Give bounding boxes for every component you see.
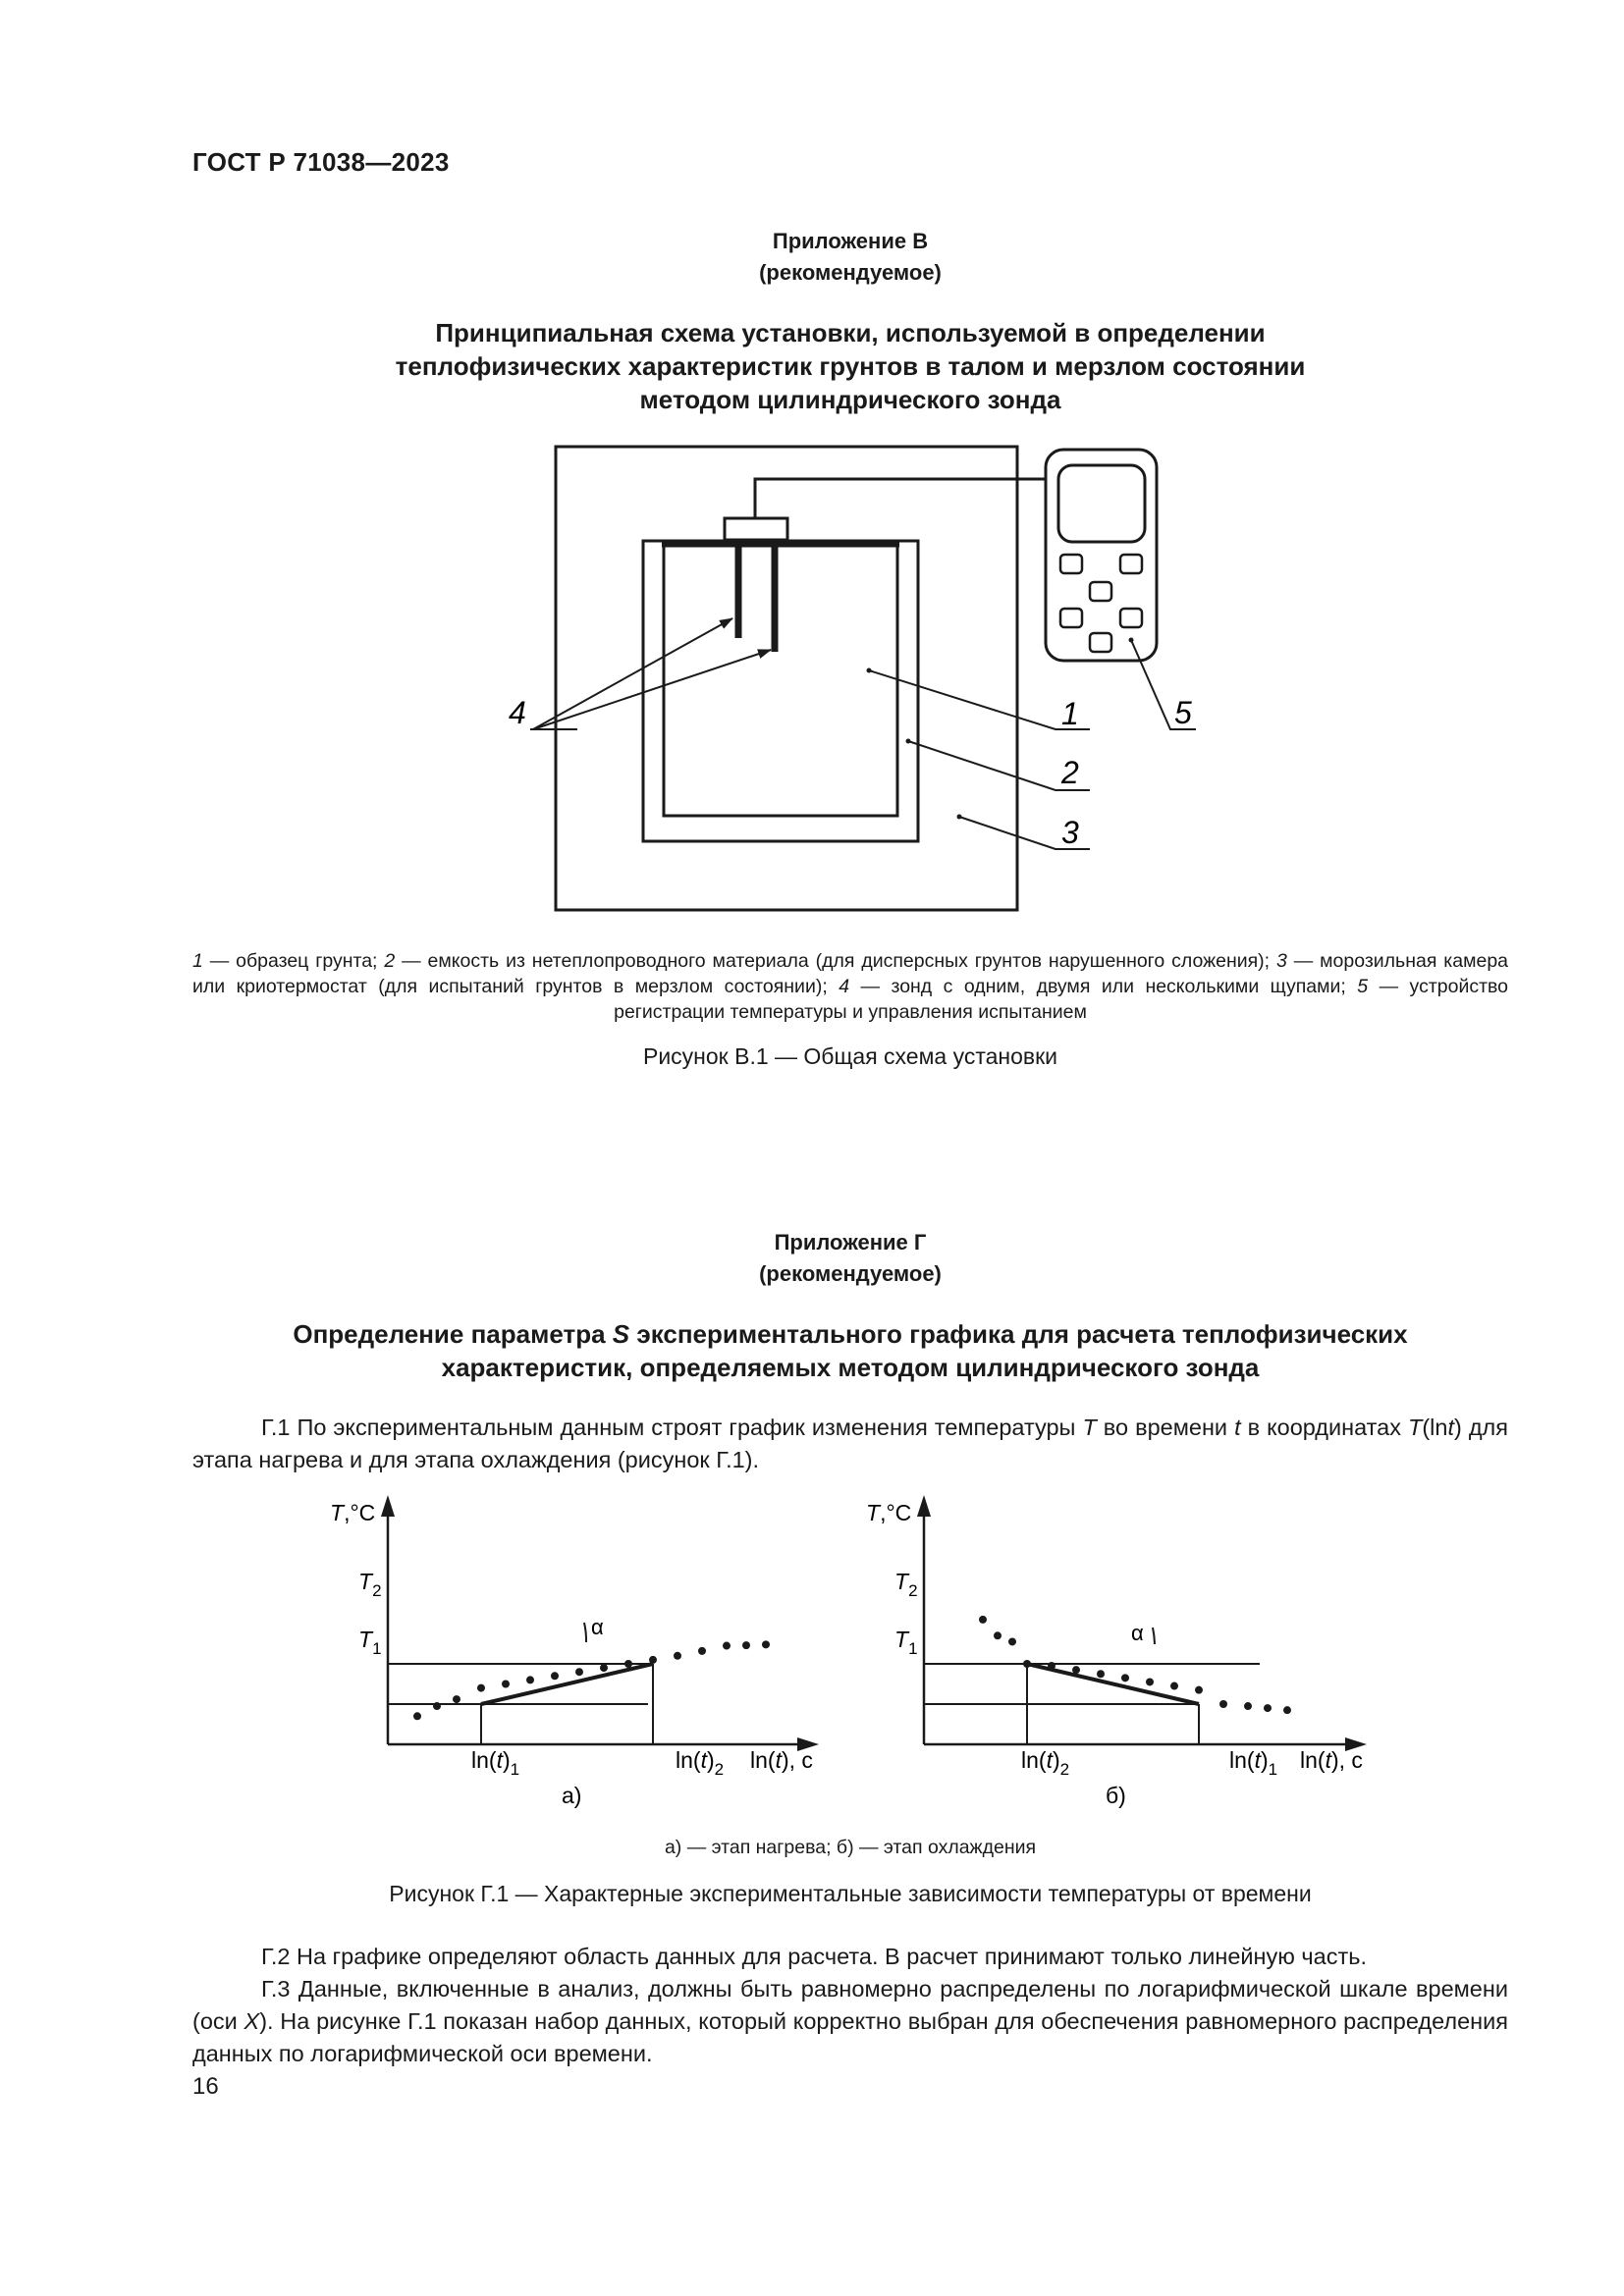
legend-number: 2 xyxy=(384,950,396,972)
appendix-g-label: Приложение Г xyxy=(774,1230,927,1255)
appendix-g-status: (рекомендуемое) xyxy=(759,1261,942,1286)
title-part: Определение параметра xyxy=(293,1319,613,1349)
data-point xyxy=(674,1652,681,1660)
y-axis-arrow xyxy=(917,1495,931,1517)
data-point xyxy=(433,1702,441,1710)
x-tick-label: $\ln(t)_1$ xyxy=(471,1747,520,1779)
data-point xyxy=(1023,1660,1031,1668)
callout-leader-1 xyxy=(869,670,1090,729)
legend-number: 1 xyxy=(192,950,203,972)
x-tick-label: $\ln(t)_2$ xyxy=(1021,1747,1070,1779)
legend-item: — образец грунта; xyxy=(202,950,385,972)
probe-cable xyxy=(755,479,1046,518)
data-point xyxy=(453,1695,460,1703)
title-symbol: S xyxy=(612,1319,630,1349)
callout-arrow-4b xyxy=(533,650,771,729)
legend-item: — устройство регистрации температуры и управления испытанием xyxy=(614,976,1509,1023)
data-point xyxy=(979,1616,987,1624)
page-number: 16 xyxy=(192,2073,219,2100)
figure-g1-notes: а) — этап нагрева; б) — этап охлаждения xyxy=(664,1837,1037,1858)
appendix-g-heading xyxy=(192,1227,1508,1290)
chart-cooling xyxy=(850,1487,1439,1811)
data-point xyxy=(1121,1674,1129,1682)
data-point xyxy=(1244,1702,1252,1710)
x-tick-label: $\ln(t)_2$ xyxy=(676,1747,725,1779)
callout-4: 4 xyxy=(509,695,526,730)
appendix-g-title-line xyxy=(192,1317,1508,1351)
data-point xyxy=(1097,1670,1105,1678)
panel-label: б) xyxy=(1106,1783,1126,1808)
symbol: t xyxy=(1447,1415,1454,1440)
text-run: во времени xyxy=(1096,1415,1235,1440)
legend-item: — зонд с одним, двумя или несколькими щупами; xyxy=(849,976,1358,997)
y-axis-arrow xyxy=(381,1495,395,1517)
legend-number: 5 xyxy=(1357,976,1369,997)
callout-1: 1 xyxy=(1061,696,1079,731)
angle-arc xyxy=(584,1623,586,1642)
data-point xyxy=(575,1668,583,1676)
figure-v1-caption: Рисунок В.1 — Общая схема установки xyxy=(642,1043,1058,1069)
text-run: Г.2 На графике определяют область данных для расчета. В расчет принимают только линейную часть. xyxy=(261,1944,1367,1969)
angle-arc xyxy=(1153,1628,1155,1644)
data-point xyxy=(1170,1682,1178,1690)
data-point xyxy=(477,1684,485,1692)
data-point xyxy=(413,1712,421,1720)
figure-v1-legend xyxy=(192,948,1508,1025)
legend-item: — емкость из нетеплопроводного материала (для дисперсных грунтов нарушенного сложения); xyxy=(395,950,1276,972)
appendix-g-title xyxy=(192,1317,1508,1384)
data-point xyxy=(723,1642,731,1650)
paragraph-g2 xyxy=(192,1941,1508,1973)
figure-g1-caption: Рисунок Г.1 — Характерные экспериментальные зависимости температуры от времени xyxy=(389,1881,1312,1906)
appendix-g-title-line: характеристик, определяемых методом цилиндрического зонда xyxy=(441,1353,1260,1382)
symbol: X xyxy=(244,2008,260,2034)
appendix-v-title-line: Принципиальная схема установки, используемой в определении xyxy=(435,318,1266,347)
callout-3: 3 xyxy=(1061,815,1079,850)
text-run: ). На рисунке Г.1 показан набор данных, который корректно выбран для обеспечения равномерного распределения данных по логарифмической оси времени. xyxy=(192,2008,1508,2066)
text-run: в координатах xyxy=(1240,1415,1408,1440)
legend-item: — морозильная камера или криотермостат (для испытаний грунтов в мерзлом состоянии); xyxy=(192,950,1509,997)
y-axis-label: T,°C xyxy=(866,1500,912,1525)
document-code: ГОСТ Р 71038—2023 xyxy=(192,147,450,177)
data-point xyxy=(1146,1678,1154,1685)
title-part: экспериментального графика для расчета теплофизических xyxy=(629,1319,1408,1349)
installation-diagram xyxy=(0,0,1624,942)
data-point xyxy=(1219,1700,1227,1708)
soil-sample xyxy=(664,544,897,816)
text-run: Г.1 По экспериментальным данным строят график изменения температуры xyxy=(261,1415,1083,1440)
paragraph-g1 xyxy=(192,1412,1508,1476)
x-tick-label: $\ln(t)_1$ xyxy=(1229,1747,1278,1779)
data-point xyxy=(600,1664,608,1672)
y-tick-label: $T_2$ xyxy=(894,1569,918,1600)
text-run: (ln xyxy=(1422,1415,1448,1440)
data-point xyxy=(1264,1704,1272,1712)
data-point xyxy=(1283,1706,1291,1714)
panel-label: а) xyxy=(562,1783,582,1808)
symbol: T xyxy=(1082,1415,1097,1440)
y-tick-label: $T_2$ xyxy=(358,1569,382,1600)
data-point xyxy=(502,1681,510,1688)
y-tick-label: $T_1$ xyxy=(894,1627,918,1658)
y-tick-label: $T_1$ xyxy=(358,1627,382,1658)
symbol: t xyxy=(1234,1415,1241,1440)
container-outer xyxy=(643,541,918,841)
appendix-v-status: (рекомендуемое) xyxy=(759,260,942,285)
chart-heating xyxy=(314,1487,903,1811)
data-point xyxy=(1072,1666,1080,1674)
data-point xyxy=(624,1660,632,1668)
paragraph-g3 xyxy=(192,1973,1508,2070)
data-point xyxy=(994,1631,1001,1639)
data-point xyxy=(551,1672,559,1680)
data-point xyxy=(1048,1662,1056,1670)
data-point xyxy=(526,1676,534,1683)
angle-label: α xyxy=(591,1615,604,1639)
data-point xyxy=(698,1647,706,1655)
legend-number: 3 xyxy=(1275,950,1287,972)
callout-arrow-4a xyxy=(533,618,732,729)
y-axis-label: T,°C xyxy=(330,1500,376,1525)
appendix-v-title-line: методом цилиндрического зонда xyxy=(639,385,1061,414)
callout-5: 5 xyxy=(1174,695,1192,730)
data-point xyxy=(762,1640,770,1648)
x-axis-label: ln(t), с xyxy=(1300,1747,1363,1773)
data-point xyxy=(1195,1686,1203,1694)
data-point xyxy=(1008,1637,1016,1645)
callout-2: 2 xyxy=(1061,755,1079,790)
probe-head xyxy=(725,518,787,540)
angle-label: α xyxy=(1131,1621,1144,1645)
text-run: Г.3 Данные, включенные в анализ, должны быть равномерно распределены по логарифмической шкале времени (оси xyxy=(192,1976,1508,2034)
data-point xyxy=(742,1641,750,1649)
legend-number: 4 xyxy=(839,976,850,997)
symbol: T xyxy=(1407,1415,1423,1440)
x-axis-label: ln(t), с xyxy=(750,1747,813,1773)
text-run: ) для этапа нагрева и для этапа охлаждения (рисунок Г.1). xyxy=(192,1415,1508,1472)
data-point xyxy=(649,1656,657,1664)
appendix-v-title-line: теплофизических характеристик грунтов в талом и мерзлом состоянии xyxy=(395,351,1306,381)
appendix-v-label: Приложение В xyxy=(772,229,929,253)
